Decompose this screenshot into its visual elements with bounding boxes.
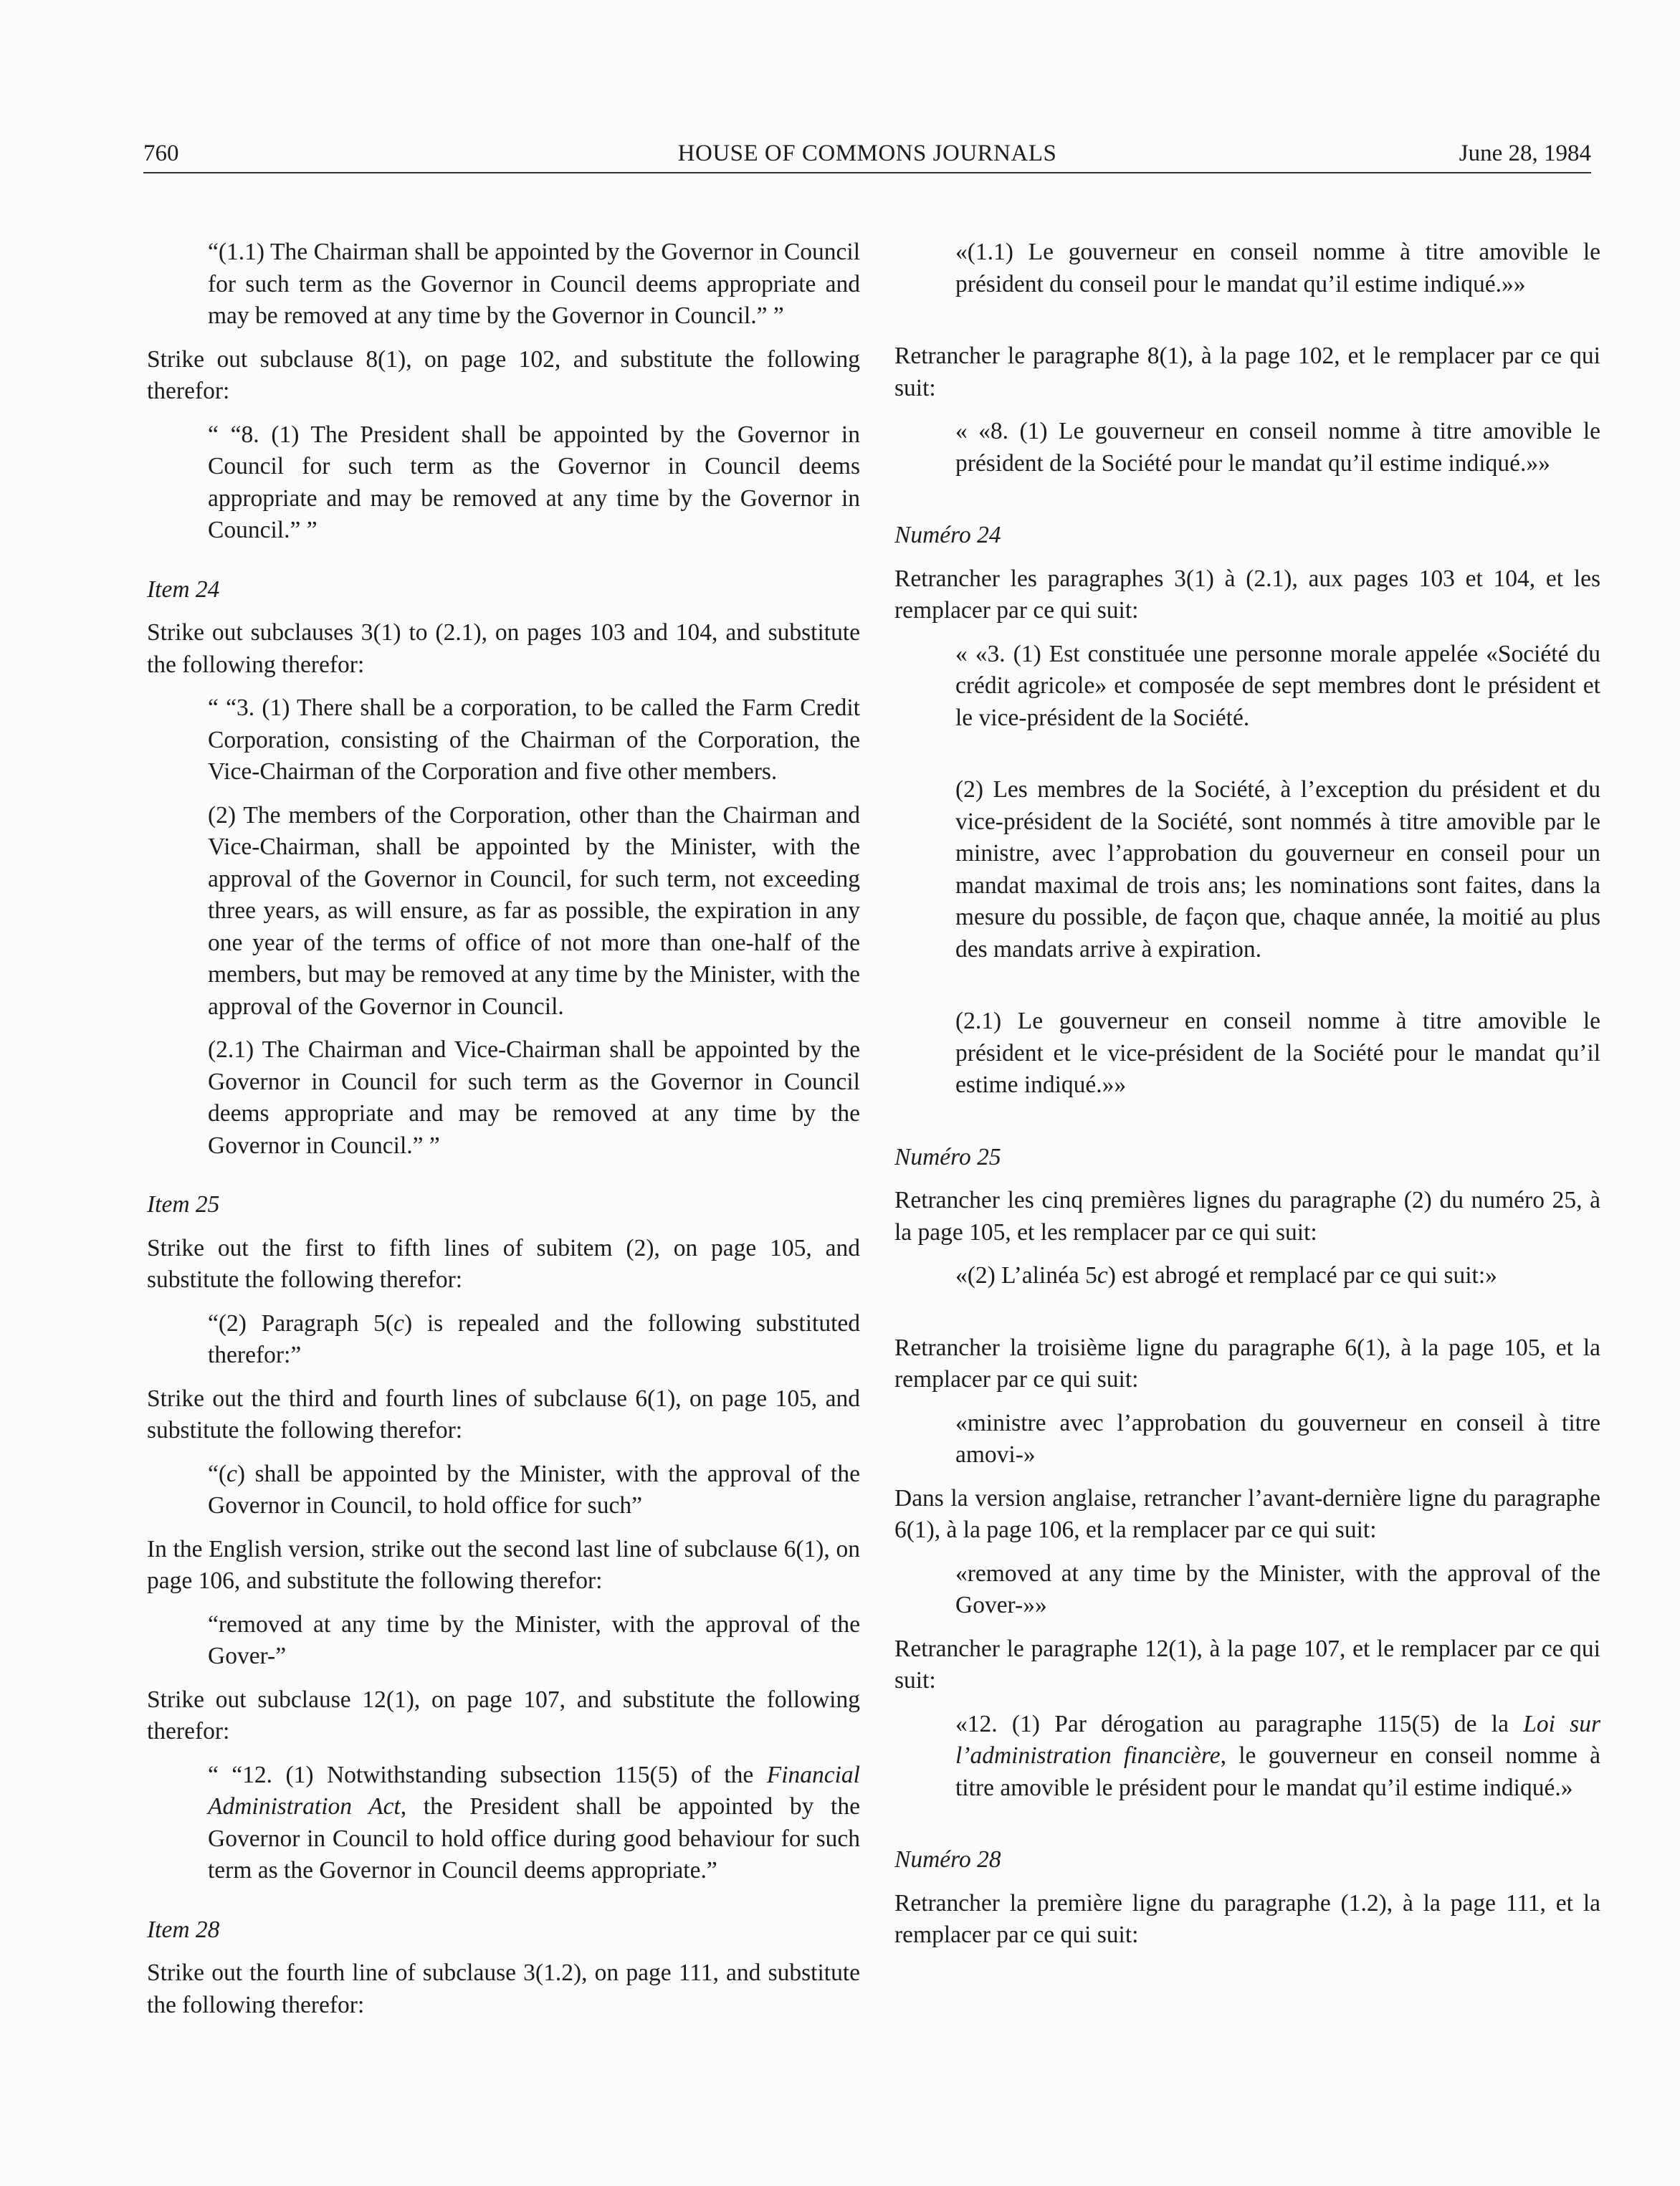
instruction-paragraph: Strike out the first to fifth lines of subitem (2), on page 105, and substitute the following therefor: (147, 1234, 860, 1293)
instruction-paragraph: Retrancher la première ligne du paragraphe (1.2), à la page 111, et la remplacer par ce qui suit: (894, 1889, 1600, 1948)
english-column (147, 237, 860, 2021)
item-heading: Item 24 (147, 576, 220, 603)
amendment-text: (2.1) The Chairman and Vice-Chairman shall be appointed by the Governor in Council for such term as the Governor in Council deems appropriate and may be removed at any time by the Governor in Council.” ” (208, 1036, 860, 1159)
item-heading: Item 25 (147, 1191, 220, 1218)
item-heading: Item 28 (147, 1916, 220, 1943)
amendment-text: “(2) Paragraph 5(c) is repealed and the following substituted therefor:” (208, 1309, 860, 1368)
amendment-text: « «3. (1) Est constituée une personne morale appelée «Société du crédit agricole» et composée de sept membres dont le président et le vice-président de la Société. (955, 640, 1600, 731)
amendment-text: «removed at any time by the Minister, with the approval of the Gover-»» (955, 1560, 1600, 1618)
amendment-text: « «8. (1) Le gouverneur en conseil nomme à titre amovible le président de la Société pour le mandat qu’il estime indiqué.»» (955, 418, 1600, 477)
amendment-text: «ministre avec l’approbation du gouverneur en conseil à titre amovi-» (955, 1409, 1600, 1468)
amendment-text: (2) The members of the Corporation, other than the Chairman and Vice-Chairman, shall be appointed by the Minister, with the approval of the Governor in Council, for such term, not exceeding three years, as will ensure, as far as possible, the expiration in any one year of the terms of office of not more than one-half of the members, but may be removed at any time by the Minister, with the approval of the Governor in Council. (208, 801, 860, 1020)
amendment-text: “(1.1) The Chairman shall be appointed by the Governor in Council for such term as the Governor in Council deems appropriate and may be removed at any time by the Governor in Council.” ” (208, 239, 860, 329)
page-number: 760 (143, 140, 179, 166)
instruction-paragraph: Strike out the fourth line of subclause 3(1.2), on page 111, and substitute the following therefor: (147, 1960, 860, 2018)
amendment-text: “(c) shall be appointed by the Minister, with the approval of the Governor in Council, to hold office for such” (208, 1460, 860, 1519)
instruction-paragraph: Retrancher le paragraphe 8(1), à la page 102, et le remplacer par ce qui suit: (894, 343, 1600, 401)
instruction-paragraph: Retrancher les paragraphes 3(1) à (2.1), aux pages 103 et 104, et les remplacer par ce qui suit: (894, 565, 1600, 624)
item-heading: Numéro 28 (894, 1846, 1001, 1873)
amendment-text: “ “8. (1) The President shall be appointed by the Governor in Council for such term as the Governor in Council deems appropriate and may be removed at any time by the Governor in Council.” ” (208, 421, 860, 543)
amendment-text: “ “3. (1) There shall be a corporation, to be called the Farm Credit Corporation, consisting of the Chairman of the Corporation, the Vice-Chairman of the Corporation and five other members. (208, 695, 860, 785)
item-heading: Numéro 25 (894, 1143, 1001, 1170)
amendment-text: “removed at any time by the Minister, with the approval of the Gover-” (208, 1610, 860, 1669)
instruction-paragraph: Retrancher les cinq premières lignes du paragraphe (2) du numéro 25, à la page 105, et les remplacer par ce qui suit: (894, 1187, 1600, 1246)
instruction-paragraph: Retrancher la troisième ligne du paragraphe 6(1), à la page 105, et la remplacer par ce qui suit: (894, 1334, 1600, 1393)
instruction-paragraph: Strike out the third and fourth lines of subclause 6(1), on page 105, and substitute the following therefor: (147, 1385, 860, 1443)
running-header (143, 140, 1591, 173)
instruction-paragraph: In the English version, strike out the second last line of subclause 6(1), on page 106, and substitute the following therefor: (147, 1535, 860, 1594)
journal-title: HOUSE OF COMMONS JOURNALS (677, 140, 1057, 166)
instruction-paragraph: Strike out subclauses 3(1) to (2.1), on pages 103 and 104, and substitute the following therefor: (147, 619, 860, 678)
item-heading: Numéro 24 (894, 522, 1001, 548)
amendment-text: «(1.1) Le gouverneur en conseil nomme à titre amovible le président du conseil pour le mandat qu’il estime indiqué.»» (955, 239, 1600, 297)
amendment-text: «12. (1) Par dérogation au paragraphe 115(5) de la Loi sur l’administration financière, le gouverneur en conseil nomme à titre amovible le président pour le mandat qu’il estime indiqué.» (955, 1710, 1601, 1801)
header-date: June 28, 1984 (1459, 140, 1591, 166)
instruction-paragraph: Strike out subclause 8(1), on page 102, and substitute the following therefor: (147, 345, 860, 404)
amendment-text: “ “12. (1) Notwithstanding subsection 115(5) of the Financial Administration Act, the President shall be appointed by the Governor in Council to hold office during good behaviour for such term as the Governor in Council deems appropriate.” (208, 1761, 860, 1884)
amendment-text: (2) Les membres de la Société, à l’exception du président et du vice-président de la Société, sont nommés à titre amovible par le ministre, avec l’approbation du gouverneur en conseil pour un mandat maximal de trois ans; les nominations sont faites, dans la mesure du possible, de façon que, chaque année, la moitié au plus des mandats arrive à expiration. (955, 776, 1600, 963)
amendment-text: «(2) L’alinéa 5c) est abrogé et remplacé par ce qui suit:» (955, 1262, 1497, 1289)
amendment-text: (2.1) Le gouverneur en conseil nomme à titre amovible le président et le vice-président de la Société pour le mandat qu’il estime indiqué.»» (955, 1008, 1600, 1098)
instruction-paragraph: Retrancher le paragraphe 12(1), à la page 107, et le remplacer par ce qui suit: (894, 1635, 1600, 1694)
instruction-paragraph: Dans la version anglaise, retrancher l’avant-dernière ligne du paragraphe 6(1), à la page 106, et la remplacer par ce qui suit: (894, 1484, 1600, 1543)
french-column (894, 237, 1600, 1952)
instruction-paragraph: Strike out subclause 12(1), on page 107, and substitute the following therefor: (147, 1686, 860, 1744)
